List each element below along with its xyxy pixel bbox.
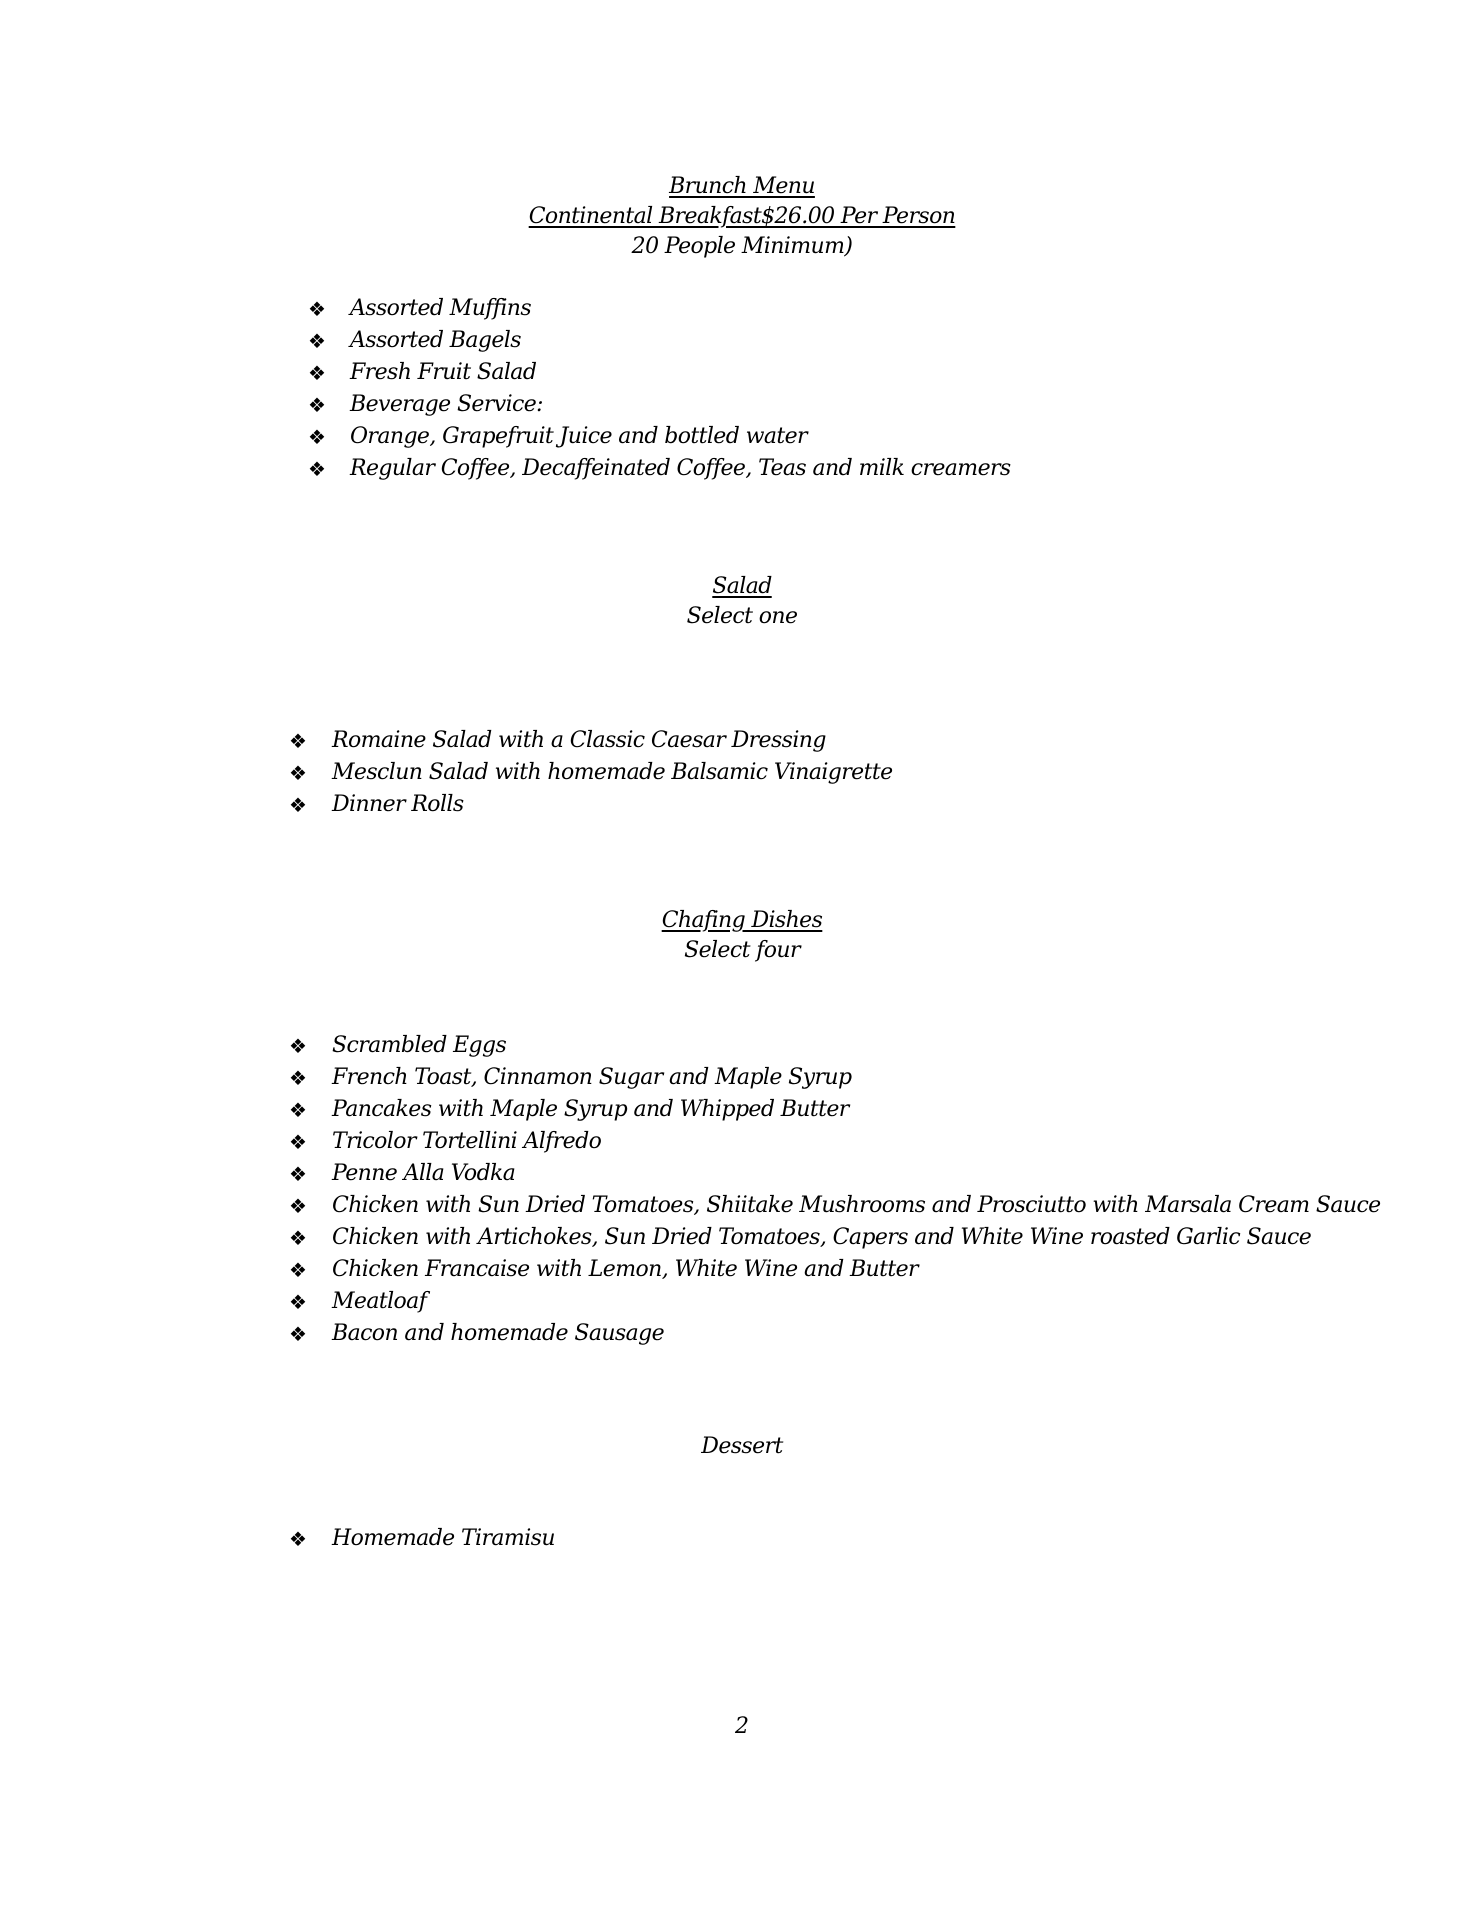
list-item: ❖ Orange, Grapefruit Juice and bottled water bbox=[308, 421, 1011, 453]
salad-title: Salad bbox=[712, 574, 772, 599]
diamond-bullet-icon: ❖ bbox=[308, 425, 326, 449]
list-item: ❖ Scrambled Eggs bbox=[289, 1030, 1381, 1062]
diamond-bullet-icon: ❖ bbox=[308, 297, 326, 321]
list-item: ❖ Assorted Muffins bbox=[308, 293, 1011, 325]
salad-heading bbox=[0, 572, 1484, 632]
chafing-heading bbox=[0, 906, 1484, 966]
diamond-bullet-icon: ❖ bbox=[308, 457, 326, 481]
list-item: ❖ Romaine Salad with a Classic Caesar Dressing bbox=[289, 725, 893, 757]
dessert-title: Dessert bbox=[701, 1434, 783, 1459]
chafing-instruction: Select four bbox=[684, 938, 800, 963]
list-item: ❖ Penne Alla Vodka bbox=[289, 1158, 1381, 1190]
brunch-heading bbox=[0, 172, 1484, 262]
list-item: ❖ Homemade Tiramisu bbox=[289, 1523, 555, 1555]
list-item: ❖ Meatloaf bbox=[289, 1286, 1381, 1318]
list-item: ❖ Bacon and homemade Sausage bbox=[289, 1318, 1381, 1350]
list-item: ❖ Mesclun Salad with homemade Balsamic Vinaigrette bbox=[289, 757, 893, 789]
brunch-minimum: 20 People Minimum) bbox=[631, 234, 853, 259]
diamond-bullet-icon: ❖ bbox=[289, 1258, 307, 1282]
diamond-bullet-icon: ❖ bbox=[289, 1322, 307, 1346]
brunch-list bbox=[308, 293, 1011, 485]
list-item: ❖ Fresh Fruit Salad bbox=[308, 357, 1011, 389]
list-item: ❖ Chicken with Sun Dried Tomatoes, Shiitake Mushrooms and Prosciutto with Marsala Cream Sauce bbox=[289, 1190, 1381, 1222]
brunch-title: Brunch Menu bbox=[669, 174, 815, 199]
brunch-price: Continental Breakfast$26.00 Per Person bbox=[528, 204, 956, 229]
list-item: ❖ Pancakes with Maple Syrup and Whipped Butter bbox=[289, 1094, 1381, 1126]
diamond-bullet-icon: ❖ bbox=[289, 1098, 307, 1122]
diamond-bullet-icon: ❖ bbox=[289, 1162, 307, 1186]
diamond-bullet-icon: ❖ bbox=[289, 793, 307, 817]
diamond-bullet-icon: ❖ bbox=[289, 1066, 307, 1090]
diamond-bullet-icon: ❖ bbox=[289, 1034, 307, 1058]
diamond-bullet-icon: ❖ bbox=[289, 1226, 307, 1250]
list-item: ❖ Chicken Francaise with Lemon, White Wine and Butter bbox=[289, 1254, 1381, 1286]
salad-list bbox=[289, 725, 893, 821]
chafing-list bbox=[289, 1030, 1381, 1350]
list-item: ❖ Dinner Rolls bbox=[289, 789, 893, 821]
diamond-bullet-icon: ❖ bbox=[289, 1194, 307, 1218]
list-item: ❖ Beverage Service: bbox=[308, 389, 1011, 421]
diamond-bullet-icon: ❖ bbox=[289, 761, 307, 785]
list-item: ❖ Assorted Bagels bbox=[308, 325, 1011, 357]
dessert-list bbox=[289, 1523, 555, 1555]
list-item: ❖ Tricolor Tortellini Alfredo bbox=[289, 1126, 1381, 1158]
salad-instruction: Select one bbox=[686, 604, 798, 629]
chafing-title: Chafing Dishes bbox=[661, 908, 823, 933]
dessert-heading bbox=[0, 1432, 1484, 1462]
diamond-bullet-icon: ❖ bbox=[308, 361, 326, 385]
diamond-bullet-icon: ❖ bbox=[308, 393, 326, 417]
diamond-bullet-icon: ❖ bbox=[308, 329, 326, 353]
diamond-bullet-icon: ❖ bbox=[289, 1290, 307, 1314]
list-item: ❖ Chicken with Artichokes, Sun Dried Tomatoes, Capers and White Wine roasted Garlic Sauce bbox=[289, 1222, 1381, 1254]
diamond-bullet-icon: ❖ bbox=[289, 1130, 307, 1154]
list-item: ❖ French Toast, Cinnamon Sugar and Maple Syrup bbox=[289, 1062, 1381, 1094]
diamond-bullet-icon: ❖ bbox=[289, 1527, 307, 1551]
diamond-bullet-icon: ❖ bbox=[289, 729, 307, 753]
list-item: ❖ Regular Coffee, Decaffeinated Coffee, Teas and milk creamers bbox=[308, 453, 1011, 485]
page-number: 2 bbox=[735, 1714, 749, 1739]
